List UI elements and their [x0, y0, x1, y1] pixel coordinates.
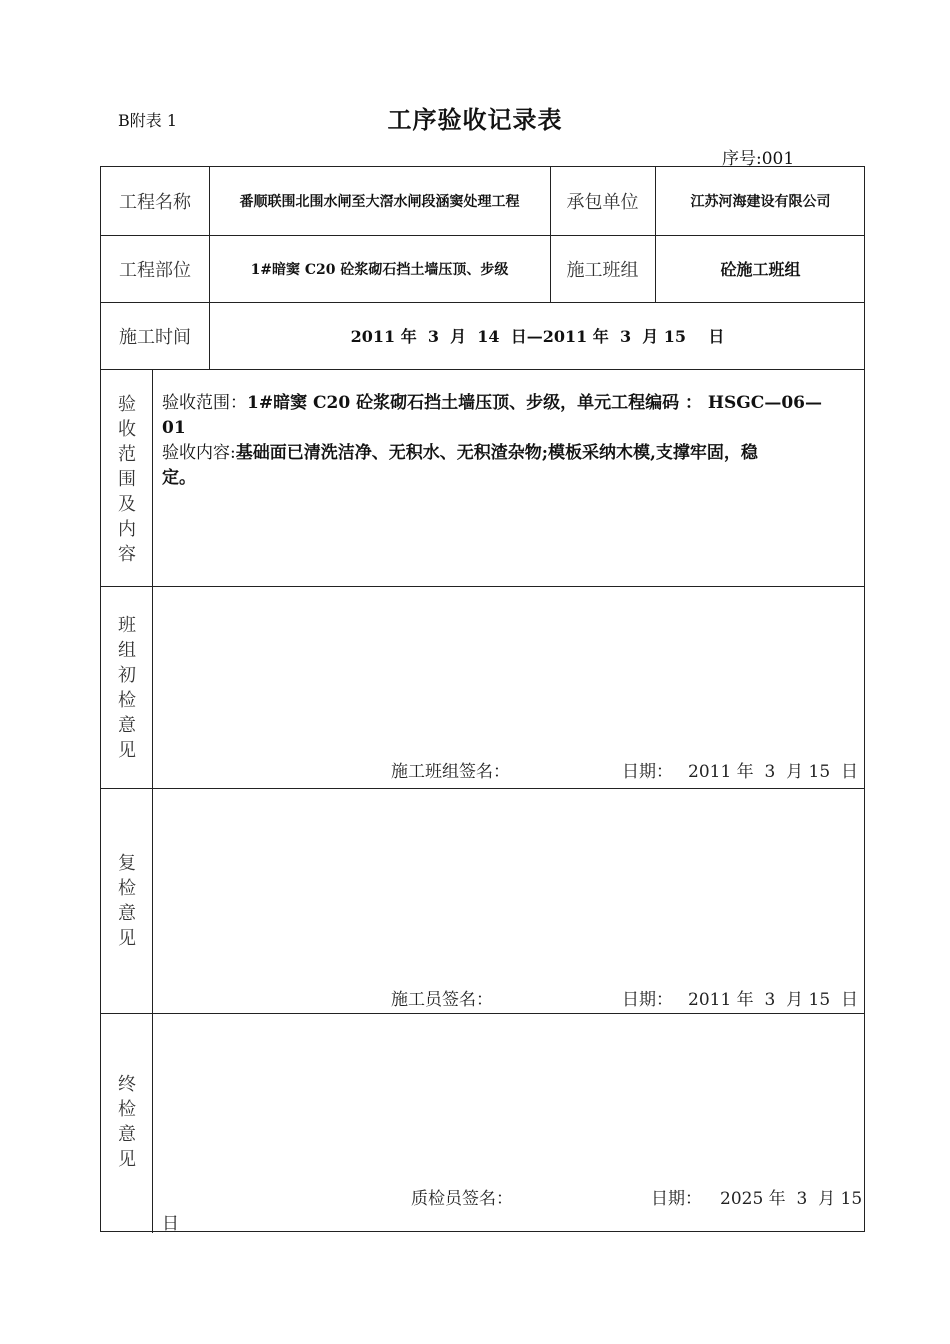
page-title: 工序验收记录表	[387, 105, 563, 134]
row-divider	[101, 1013, 864, 1014]
team-date-value: 2011 年 3 月 15 日	[688, 762, 858, 782]
row-divider	[101, 369, 864, 370]
project-name-value: 番顺联围北围水闸至大滘水闸段涵窦处理工程	[239, 194, 520, 210]
final-date-tail: 日	[162, 1214, 179, 1234]
team-label: 施工班组	[566, 259, 639, 281]
scope-label: 验 收 范 围 及 内 容	[118, 394, 136, 565]
final-date-label: 日期：	[651, 1189, 702, 1209]
project-name-label: 工程名称	[119, 192, 191, 213]
final-sign-label: 质检员签名：	[411, 1189, 513, 1209]
serial-number: 序号:001	[722, 149, 795, 169]
construction-time-label: 施工时间	[119, 326, 191, 348]
final-check-label: 终 检 意 见	[118, 1074, 136, 1170]
project-part-label: 工程部位	[119, 259, 191, 281]
range-text-cont: 01	[162, 418, 186, 438]
project-part-value: 1#暗窦 C20 砼浆砌石挡土墙压顶、步级	[250, 261, 509, 278]
team-check-label: 班 组 初 检 意 见	[118, 615, 136, 761]
recheck-sign-label: 施工员签名：	[391, 990, 493, 1010]
contractor-label: 承包单位	[566, 192, 639, 213]
inspection-table	[100, 166, 865, 1232]
construction-time-value: 2011 年 3 月 14 日—2011 年 3 月 15 日	[350, 327, 725, 346]
row-divider	[101, 788, 864, 789]
row-divider	[101, 586, 864, 587]
content-text: 基础面已清洗洁净、无积水、无积渣杂物;模板采纳木模,支撑牢固，稳	[235, 443, 758, 463]
column-divider	[152, 369, 153, 1233]
scope-content	[162, 391, 862, 491]
recheck-date-value: 2011 年 3 月 15 日	[688, 990, 858, 1010]
final-date-value: 2025 年 3 月 15	[720, 1189, 863, 1209]
range-prefix: 验收范围：	[162, 393, 247, 413]
team-date-label: 日期：	[622, 762, 673, 782]
team-value: 砼施工班组	[720, 260, 801, 279]
range-text: 1#暗窦 C20 砼浆砌石挡土墙压顶、步级，单元工程编码 ： HSGC—06—	[247, 393, 822, 413]
content-prefix: 验收内容:	[162, 443, 236, 463]
content-text-cont: 定。	[162, 468, 196, 488]
recheck-label: 复 检 意 见	[118, 853, 136, 949]
contractor-value: 江苏河海建设有限公司	[690, 194, 831, 210]
form-id: B附表 1	[118, 111, 178, 130]
team-sign-label: 施工班组签名：	[391, 762, 510, 782]
recheck-date-label: 日期：	[622, 990, 673, 1010]
